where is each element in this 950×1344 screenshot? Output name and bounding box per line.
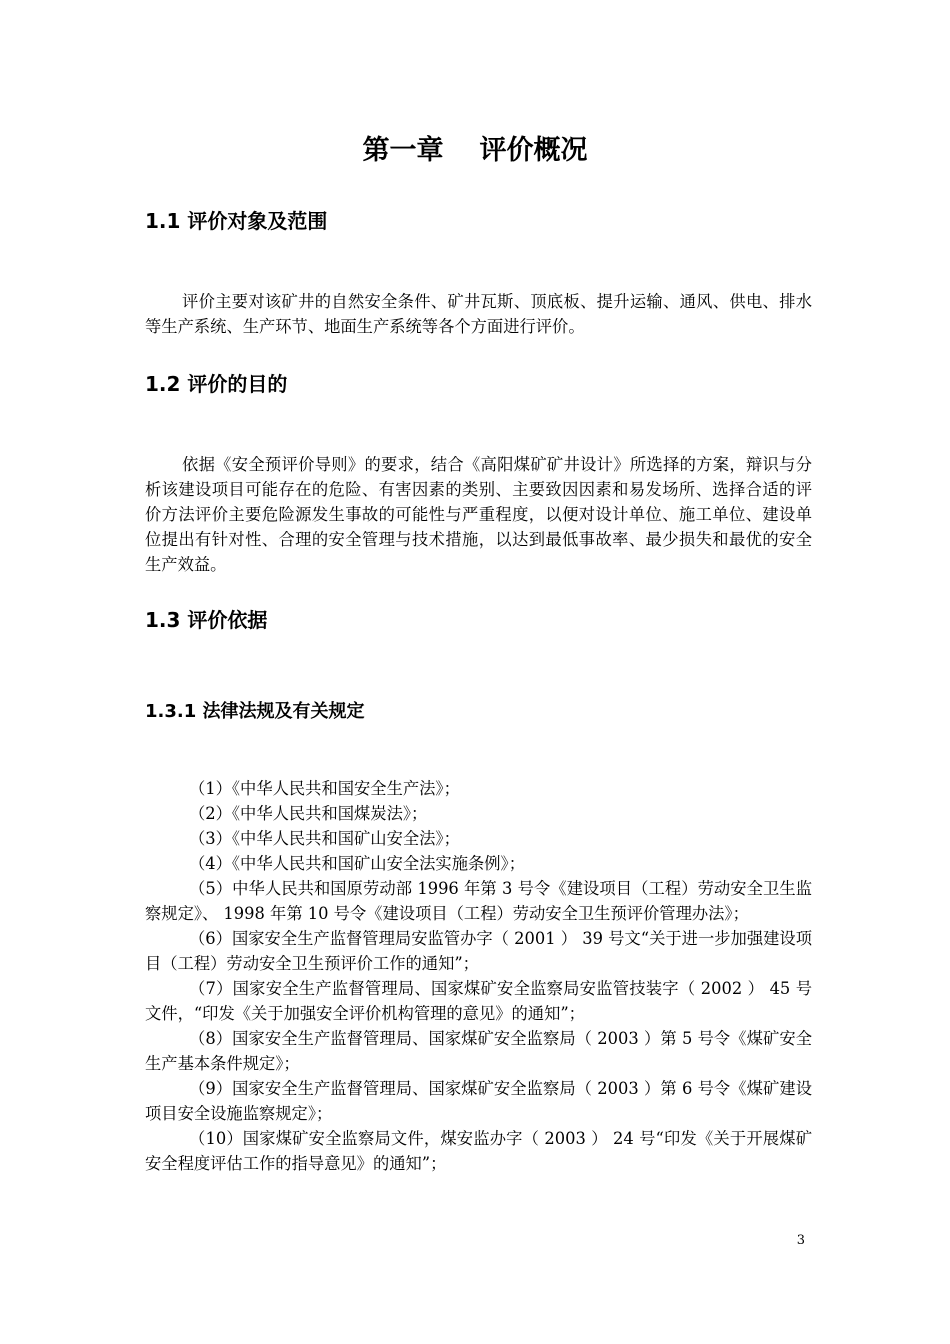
list-item: （3）《中华人民共和国矿山安全法》； bbox=[189, 829, 460, 848]
section-paragraph-1-1: 评价主要对该矿井的自然安全条件、矿井瓦斯、顶底板、提升运输、通风、供电、排水等生产系统、生产环节、地面生产系统等各个方面进行评价。 bbox=[145, 292, 812, 336]
section-paragraph-1-2: 依据《安全预评价导则》的要求，结合《高阳煤矿矿井设计》所选择的方案，辩识与分析该建设项目可能存在的危险、有害因素的类别、主要致因因素和易发场所、选择合适的评价方法评价主要危险源发生事故的可能性与严重程度，以便对设计单位、施工单位、建设单位提出有针对性、合理的安全管理与技术措施，以达到最低事故率、最少损失和最优的安全生产效益。 bbox=[145, 455, 812, 574]
regulation-list bbox=[145, 776, 812, 1176]
list-item: （2）《中华人民共和国煤炭法》； bbox=[189, 804, 428, 823]
subsection-heading-1-3-1: 1.3.1 法律法规及有关规定 bbox=[145, 701, 365, 722]
list-item: （6）国家安全生产监督管理局安监管办字（ 2001 ） 39 号文“关于进一步加强建设项目（工程）劳动安全卫生预评价工作的通知”； bbox=[145, 929, 812, 973]
list-item: （7）国家安全生产监督管理局、国家煤矿安全监察局安监管技装字（ 2002 ） 45 号文件，“印发《关于加强安全评价机构管理的意见》的通知”； bbox=[145, 979, 812, 1023]
list-item: （4）《中华人民共和国矿山安全法实施条例》； bbox=[189, 854, 525, 873]
page-number: 3 bbox=[796, 1233, 805, 1248]
chapter-name: 评价概况 bbox=[479, 135, 588, 166]
chapter-prefix: 第一章 bbox=[362, 135, 444, 166]
list-item: （1）《中华人民共和国安全生产法》； bbox=[189, 779, 460, 798]
section-heading-1-1: 1.1 评价对象及范围 bbox=[145, 209, 328, 233]
section-heading-1-3: 1.3 评价依据 bbox=[145, 608, 268, 632]
chapter-title bbox=[0, 133, 950, 169]
list-item: （9）国家安全生产监督管理局、国家煤矿安全监察局（ 2003 ）第 6 号令《煤矿建设项目安全设施监察规定》； bbox=[145, 1079, 812, 1123]
list-item: （8）国家安全生产监督管理局、国家煤矿安全监察局（ 2003 ）第 5 号令《煤矿安全生产基本条件规定》； bbox=[145, 1029, 812, 1073]
section-heading-1-2: 1.2 评价的目的 bbox=[145, 372, 288, 396]
list-item: （5）中华人民共和国原劳动部 1996 年第 3 号令《建设项目（工程）劳动安全卫生监察规定》、 1998 年第 10 号令《建设项目（工程）劳动安全卫生预评价管理办法》； bbox=[145, 879, 812, 923]
list-item: （10）国家煤矿安全监察局文件，煤安监办字（ 2003 ） 24 号“印发《关于开展煤矿安全程度评估工作的指导意见》的通知”； bbox=[145, 1129, 812, 1173]
